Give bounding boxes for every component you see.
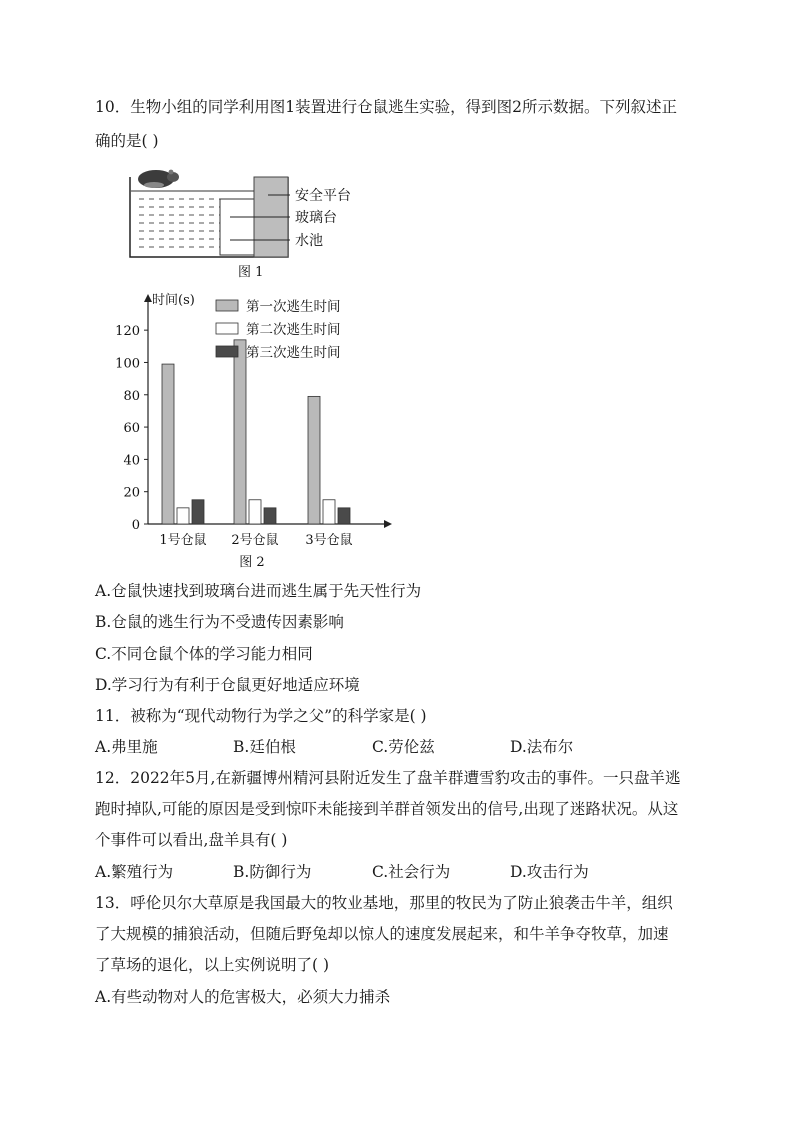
y-tick-label: 100 [115,356,140,372]
x-axis-arrow [384,520,392,528]
q10-option-d: D.学习行为有利于仓鼠更好地适应环境 [95,676,360,694]
legend-label: 第二次逃生时间 [246,322,341,338]
q13-option-a: A.有些动物对人的危害极大，必须大力捕杀 [95,988,391,1006]
bar [177,508,189,524]
label-safe-platform: 安全平台 [295,188,351,204]
q10-option-a: A.仓鼠快速找到玻璃台进而逃生属于先天性行为 [95,582,422,600]
y-tick-label: 120 [115,324,140,340]
bar [192,500,204,524]
q10-option-b: B.仓鼠的逃生行为不受遗传因素影响 [95,613,344,631]
bar [249,500,261,524]
x-tick-label: 1号仓鼠 [159,533,207,548]
legend-swatch [216,300,238,311]
label-glass-platform: 玻璃台 [295,210,337,226]
q12-stem-line3: 个事件可以看出,盘羊具有( ) [95,831,288,849]
x-tick-label: 3号仓鼠 [305,533,353,548]
bar [234,340,246,524]
q10-stem-line1: 10．生物小组的同学利用图1装置进行仓鼠逃生实验，得到图2所示数据。下列叙述正 [95,98,677,116]
bar [162,364,174,524]
q11-option-d: D.法布尔 [510,738,574,756]
bar [338,508,350,524]
hamster-icon [138,170,179,188]
q13-stem-line2: 了大规模的捕狼活动，但随后野兔却以惊人的速度发展起来，和牛羊争夺牧草，加速 [95,925,669,943]
q12-option-a: A.繁殖行为 [95,863,174,881]
legend-swatch [216,323,238,334]
q11-stem: 11．被称为“现代动物行为学之父”的科学家是( ) [95,707,427,725]
legend-label: 第一次逃生时间 [246,299,341,315]
q13-stem-line1: 13．呼伦贝尔大草原是我国最大的牧业基地，那里的牧民为了防止狼袭击牛羊，组织 [95,894,673,912]
figure-2-bar-chart [108,288,398,573]
q11-option-c: C.劳伦兹 [372,738,435,756]
legend-swatch [216,346,238,357]
q12-option-c: C.社会行为 [372,863,451,881]
q10-stem-line2: 确的是( ) [95,132,159,150]
q12-option-b: B.防御行为 [233,863,312,881]
figure-2-caption: 图 2 [239,555,265,570]
q12-option-d: D.攻击行为 [510,863,589,881]
legend-label: 第三次逃生时间 [246,345,341,361]
y-tick-label: 20 [123,485,140,501]
bar [308,396,320,524]
y-tick-label: 80 [123,388,140,404]
q11-option-a: A.弗里施 [95,738,158,756]
y-tick-label: 40 [123,453,140,469]
q10-option-c: C.不同仓鼠个体的学习能力相同 [95,645,313,663]
figure-1-caption: 图 1 [238,265,264,280]
q12-stem-line1: 12．2022年5月,在新疆博州精河县附近发生了盘羊群遭雪豹攻击的事件。一只盘羊逃 [95,769,681,787]
x-tick-label: 2号仓鼠 [231,533,279,548]
q12-stem-line2: 跑时掉队,可能的原因是受到惊吓未能接到羊群首领发出的信号,出现了迷路状况。从这 [95,800,679,818]
glass-platform [220,199,254,255]
bar [264,508,276,524]
y-axis-label: 时间(s) [152,293,195,308]
label-water-pool: 水池 [295,233,323,249]
figure-1-apparatus [118,163,378,283]
y-tick-label: 60 [123,421,140,437]
y-tick-label: 0 [131,518,140,533]
q13-stem-line3: 了草场的退化，以上实例说明了( ) [95,956,330,974]
y-axis-arrow [144,294,152,302]
bar [323,500,335,524]
q11-option-b: B.廷伯根 [233,738,296,756]
